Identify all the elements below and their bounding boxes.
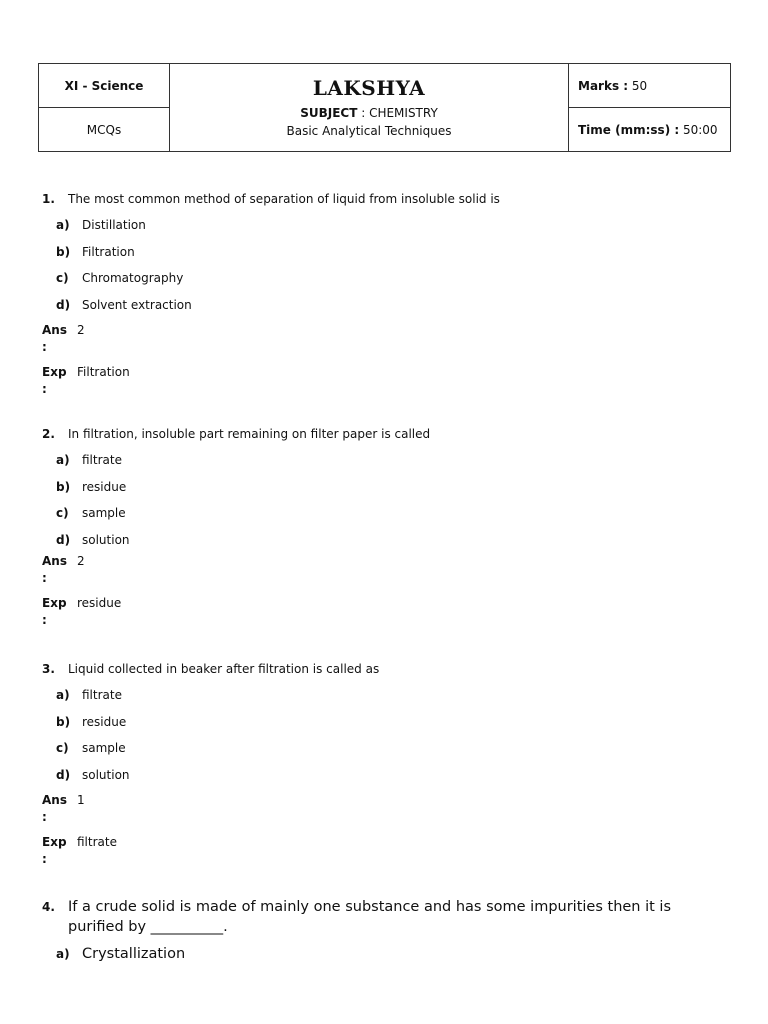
title-cell <box>170 64 569 152</box>
question-1 <box>42 191 722 398</box>
option-a: a) filtrate <box>56 453 122 467</box>
question-text: In filtration, insoluble part remaining on filter paper is called <box>68 427 431 441</box>
option-c: c) Chromatography <box>56 271 184 286</box>
question-3 <box>42 661 722 868</box>
subject-key: SUBJECT <box>300 105 358 120</box>
type-label: MCQs <box>39 108 170 152</box>
option-d: d) solution <box>56 532 130 547</box>
marks-key: Marks : <box>578 78 629 93</box>
question-number: 1. <box>42 192 55 206</box>
explanation-value: filtrate <box>77 835 117 850</box>
time-key: Time (mm:ss) : <box>578 122 680 137</box>
answer-value: 2 <box>77 323 85 338</box>
option-a: a) filtrate <box>56 688 122 702</box>
header-table <box>38 63 731 152</box>
explanation-row: Exp : residue <box>42 596 122 628</box>
option-c: c) sample <box>56 741 126 756</box>
answer-value: 1 <box>77 793 85 808</box>
answer-value: 2 <box>77 554 85 569</box>
option-d: d) Solvent extraction <box>56 297 192 312</box>
subject-line: SUBJECT : CHEMISTRY <box>300 105 438 120</box>
explanation-row: Exp : Filtration <box>42 365 130 397</box>
option-b: b) residue <box>56 479 127 494</box>
page-title: LAKSHYA <box>312 75 426 100</box>
answer-row: Ans : 1 <box>42 793 85 825</box>
explanation-value: residue <box>77 596 122 611</box>
question-text: If a crude solid is made of mainly one substance and has some impurities then it is purified by __________. <box>68 899 672 935</box>
marks-value: 50 <box>631 78 648 93</box>
question-number: 4. <box>42 900 55 914</box>
explanation-value: Filtration <box>77 365 130 380</box>
question-text: Liquid collected in beaker after filtration is called as <box>68 662 380 676</box>
class-label: XI - Science <box>39 64 170 108</box>
subject-value: CHEMISTRY <box>369 105 438 120</box>
option-d: d) solution <box>56 767 130 782</box>
question-4 <box>42 897 722 968</box>
marks-cell <box>569 64 731 108</box>
time-value: 50:00 <box>682 122 718 137</box>
question-text: The most common method of separation of liquid from insoluble solid is <box>68 192 500 206</box>
time-cell <box>569 108 731 152</box>
option-c: c) sample <box>56 506 126 521</box>
topic: Basic Analytical Techniques <box>286 123 452 138</box>
question-2 <box>42 426 722 629</box>
question-number: 3. <box>42 662 55 676</box>
answer-row: Ans : 2 <box>42 323 85 355</box>
option-a: a) Distillation <box>56 218 146 232</box>
option-b: b) residue <box>56 714 127 729</box>
answer-row: Ans : 2 <box>42 554 85 586</box>
option-b: b) Filtration <box>56 244 135 259</box>
explanation-row: Exp : filtrate <box>42 835 117 867</box>
option-a: a) Crystallization <box>56 946 186 962</box>
question-number: 2. <box>42 427 55 441</box>
